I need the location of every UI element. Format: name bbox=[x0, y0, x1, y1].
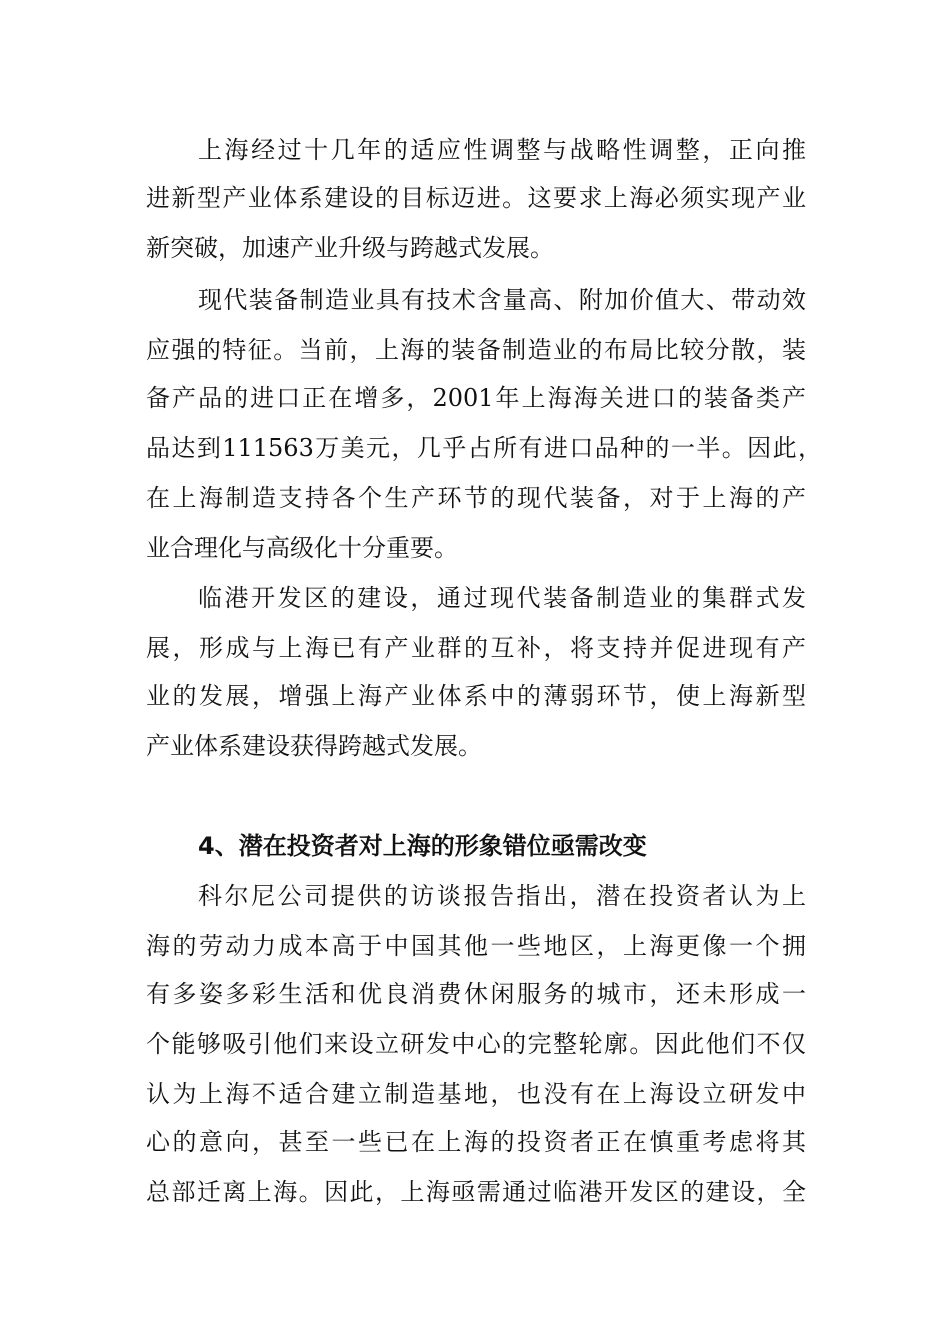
paragraph-2-line-5: 在上海制造支持各个生产环节的现代装备，对于上海的产 bbox=[146, 484, 806, 512]
paragraph-2-line-3: 备产品的进口正在增多，2001年上海海关进口的装备类产 bbox=[146, 384, 806, 412]
paragraph-1-line-3: 新突破，加速产业升级与跨越式发展。 bbox=[146, 234, 554, 262]
paragraph-3-line-1: 临港开发区的建设，通过现代装备制造业的集群式发 bbox=[198, 584, 806, 612]
paragraph-4-line-3: 有多姿多彩生活和优良消费休闲服务的城市，还未形成一 bbox=[146, 980, 806, 1008]
paragraph-2-line-2: 应强的特征。当前，上海的装备制造业的布局比较分散，装 bbox=[146, 336, 806, 364]
section-heading: 4、潜在投资者对上海的形象错位亟需改变 bbox=[198, 832, 647, 860]
paragraph-4-line-6: 心的意向，甚至一些已在上海的投资者正在慎重考虑将其 bbox=[146, 1128, 806, 1156]
paragraph-1-line-2: 进新型产业体系建设的目标迈进。这要求上海必须实现产业 bbox=[146, 184, 806, 212]
paragraph-2-line-6: 业合理化与高级化十分重要。 bbox=[146, 534, 458, 562]
paragraph-1-line-1: 上海经过十几年的适应性调整与战略性调整，正向推 bbox=[198, 136, 806, 164]
paragraph-2-line-1: 现代装备制造业具有技术含量高、附加价值大、带动效 bbox=[198, 286, 806, 314]
paragraph-4-line-5: 认为上海不适合建立制造基地，也没有在上海设立研发中 bbox=[146, 1080, 806, 1108]
paragraph-2-line-4: 品达到111563万美元，几乎占所有进口品种的一半。因此， bbox=[146, 434, 822, 462]
paragraph-4-line-1: 科尔尼公司提供的访谈报告指出，潜在投资者认为上 bbox=[198, 882, 806, 910]
paragraph-3-line-3: 业的发展，增强上海产业体系中的薄弱环节，使上海新型 bbox=[146, 682, 806, 710]
paragraph-3-line-2: 展，形成与上海已有产业群的互补，将支持并促进现有产 bbox=[146, 634, 806, 662]
paragraph-3-line-4: 产业体系建设获得跨越式发展。 bbox=[146, 732, 482, 760]
paragraph-4-line-2: 海的劳动力成本高于中国其他一些地区，上海更像一个拥 bbox=[146, 932, 806, 960]
paragraph-4-line-4: 个能够吸引他们来设立研发中心的完整轮廓。因此他们不仅 bbox=[146, 1030, 806, 1058]
paragraph-4-line-7: 总部迁离上海。因此，上海亟需通过临港开发区的建设，全 bbox=[146, 1178, 806, 1206]
